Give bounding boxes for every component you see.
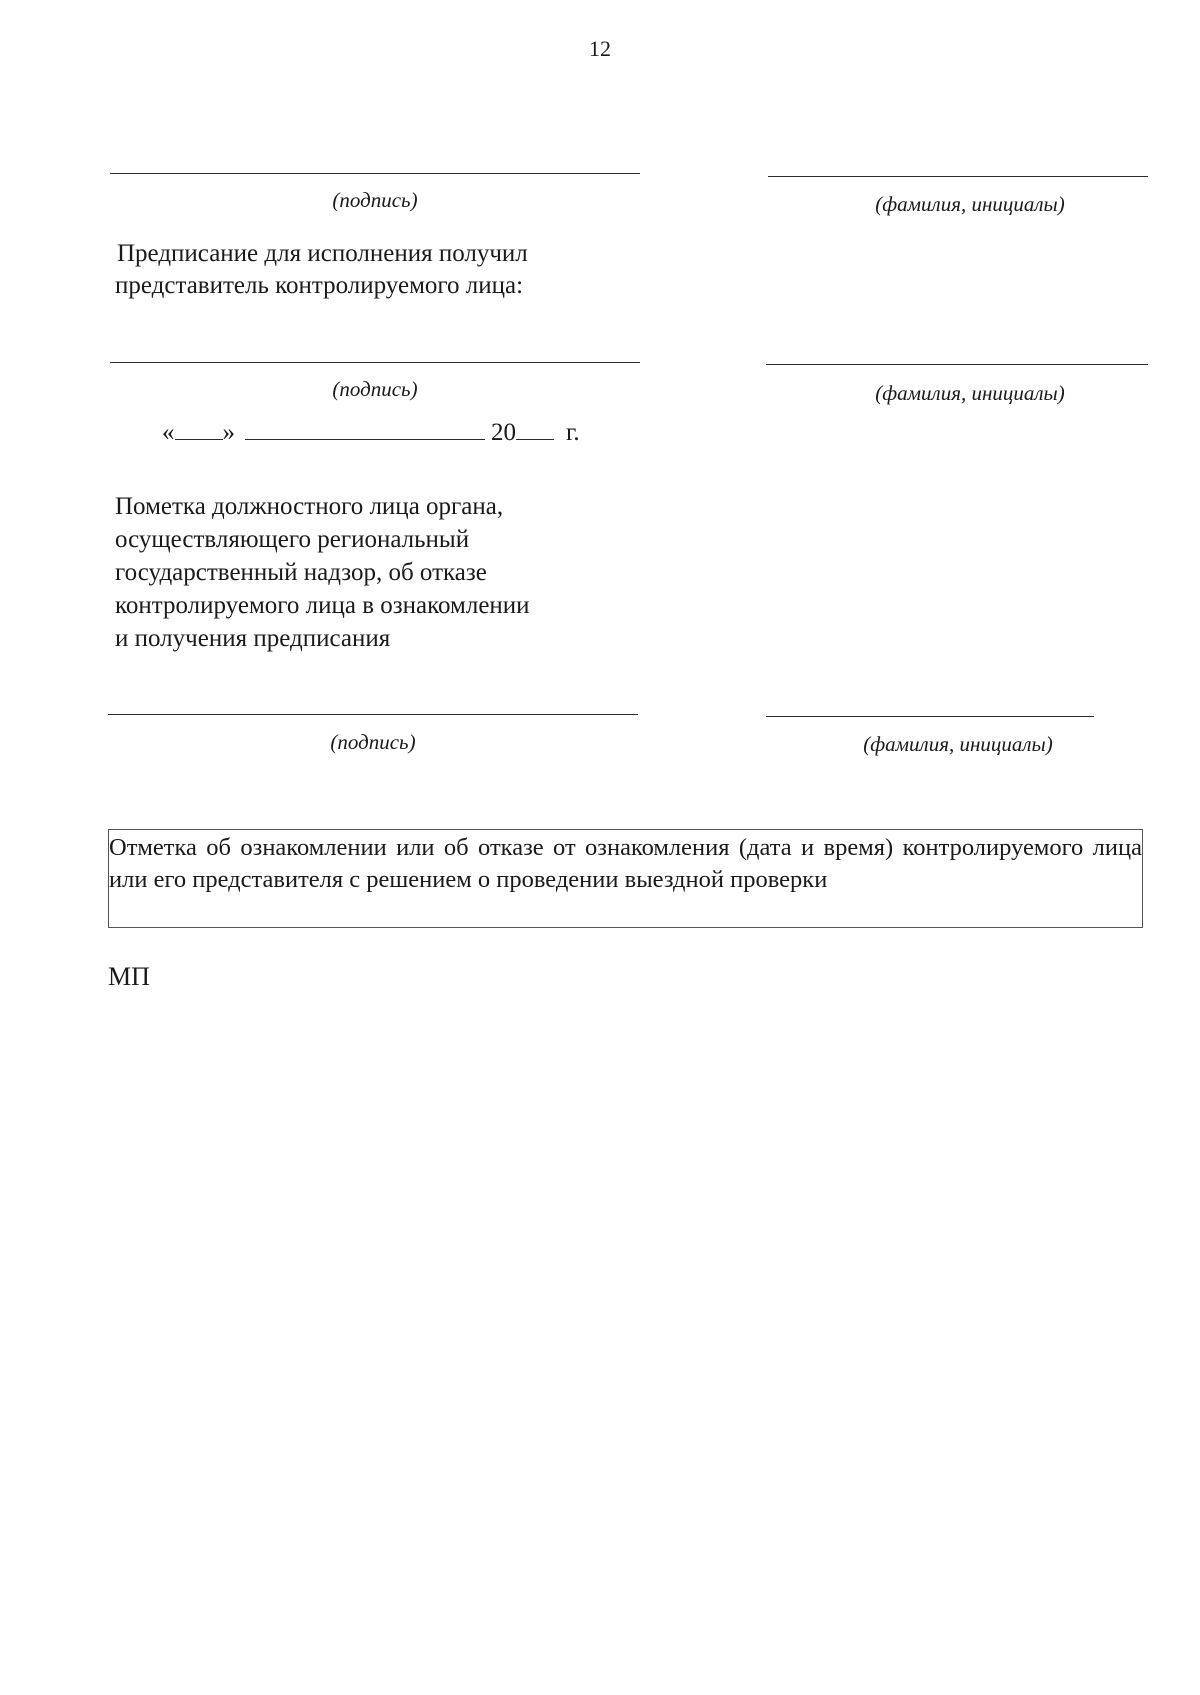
refusal-note-line: государственный надзор, об отказе bbox=[115, 559, 487, 586]
refusal-note-line: Пометка должностного лица органа, bbox=[115, 493, 504, 520]
received-by-line-1: Предписание для исполнения получил bbox=[117, 240, 528, 267]
signature-caption-1: (подпись) bbox=[332, 188, 418, 212]
refusal-note-line: и получения предписания bbox=[115, 625, 391, 652]
received-by-line-2: представитель контролируемого лица: bbox=[115, 272, 524, 299]
signature-line-3 bbox=[108, 714, 638, 715]
day-blank bbox=[175, 415, 223, 440]
signature-caption-2: (подпись) bbox=[332, 377, 418, 401]
refusal-note-line: осуществляющего региональный bbox=[115, 526, 470, 553]
name-line-1 bbox=[768, 176, 1148, 177]
acknowledgement-box: Отметка об ознакомлении или об отказе от ознакомления (дата и время) контролируемого лица или его представителя с решением о проведении выездной проверки bbox=[108, 829, 1143, 928]
year-prefix: 20 bbox=[491, 419, 516, 446]
name-caption-2: (фамилия, инициалы) bbox=[875, 381, 1065, 405]
name-caption-1: (фамилия, инициалы) bbox=[875, 192, 1065, 216]
name-line-2 bbox=[766, 364, 1148, 365]
refusal-note bbox=[115, 490, 530, 655]
date-field bbox=[162, 415, 580, 447]
month-blank bbox=[245, 415, 485, 440]
name-line-3 bbox=[766, 716, 1094, 717]
signature-line-1 bbox=[110, 173, 640, 174]
year-suffix: г. bbox=[566, 419, 580, 446]
signature-line-2 bbox=[110, 362, 640, 363]
date-close-quote: » bbox=[222, 419, 235, 446]
page-number: 12 bbox=[589, 36, 611, 61]
name-caption-3: (фамилия, инициалы) bbox=[863, 732, 1053, 756]
refusal-note-line: контролируемого лица в ознакомлении bbox=[115, 592, 530, 619]
stamp-label: МП bbox=[108, 962, 150, 991]
signature-caption-3: (подпись) bbox=[330, 730, 416, 754]
date-open-quote: « bbox=[162, 419, 175, 446]
year-blank bbox=[516, 415, 554, 440]
